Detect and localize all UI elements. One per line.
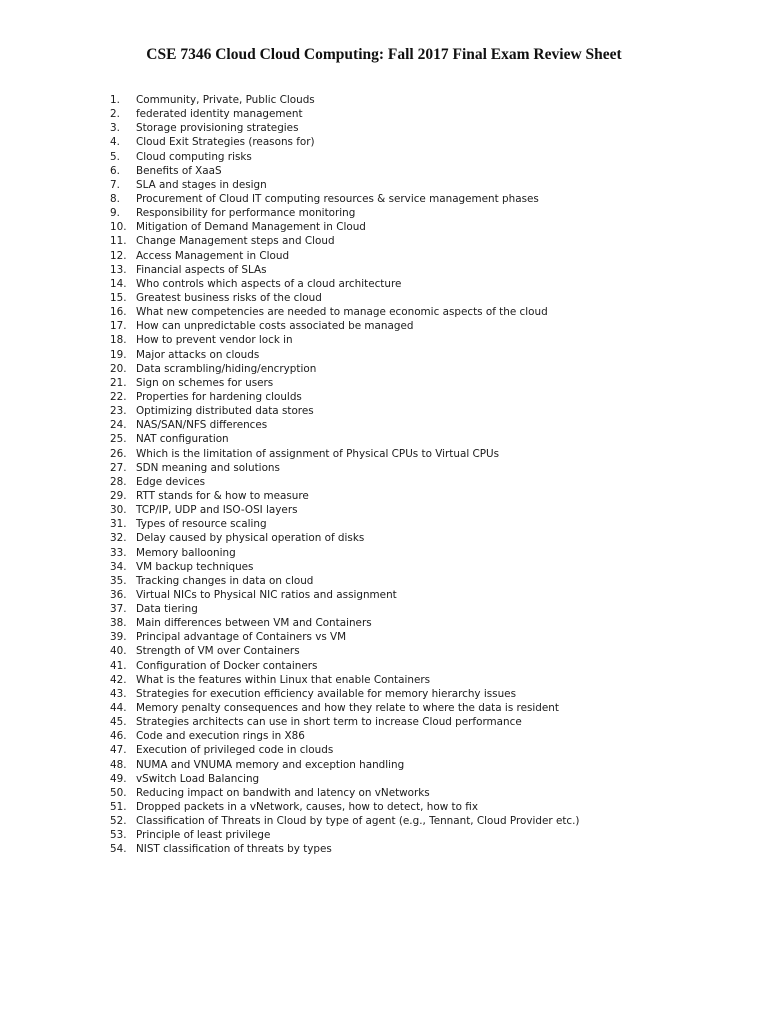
list-item-number: 49. — [110, 772, 127, 785]
list-item-text: Cloud Exit Strategies (reasons for) — [136, 136, 315, 149]
list-item-text: VM backup techniques — [136, 560, 254, 573]
list-item-text: How to prevent vendor lock in — [136, 334, 293, 347]
list-item-text: Main differences between VM and Containers — [136, 617, 372, 630]
list-item-number: 18. — [110, 334, 127, 347]
list-item — [110, 319, 580, 333]
list-item-number: 36. — [110, 588, 127, 601]
review-topic-list — [110, 93, 580, 857]
list-item — [110, 432, 580, 446]
list-item-text: Optimizing distributed data stores — [136, 405, 314, 418]
list-item-number: 35. — [110, 574, 127, 587]
list-item — [110, 263, 580, 277]
list-item-number: 14. — [110, 277, 127, 290]
list-item — [110, 630, 580, 644]
list-item-text: Tracking changes in data on cloud — [136, 574, 314, 587]
list-item-text: SDN meaning and solutions — [136, 461, 280, 474]
list-item-text: Who controls which aspects of a cloud architecture — [136, 277, 402, 290]
list-item-text: Classification of Threats in Cloud by type of agent (e.g., Tennant, Cloud Provider etc.) — [136, 815, 580, 828]
list-item — [110, 786, 580, 800]
list-item-number: 32. — [110, 532, 127, 545]
list-item — [110, 291, 580, 305]
list-item-number: 13. — [110, 263, 127, 276]
list-item-text: Change Management steps and Cloud — [136, 235, 335, 248]
list-item-text: Memory ballooning — [136, 546, 236, 559]
list-item — [110, 418, 580, 432]
list-item-text: Which is the limitation of assignment of Physical CPUs to Virtual CPUs — [136, 447, 500, 460]
list-item-number: 10. — [110, 221, 127, 234]
list-item — [110, 772, 580, 786]
list-item — [110, 220, 580, 234]
list-item — [110, 546, 580, 560]
list-item-text: vSwitch Load Balancing — [136, 772, 260, 785]
list-item — [110, 800, 580, 814]
list-item-text: NAT configuration — [136, 433, 229, 446]
list-item-number: 7. — [110, 178, 120, 191]
list-item-number: 39. — [110, 631, 127, 644]
list-item-number: 52. — [110, 815, 127, 828]
list-item — [110, 93, 580, 107]
list-item — [110, 659, 580, 673]
list-item-number: 25. — [110, 433, 127, 446]
list-item — [110, 758, 580, 772]
list-item — [110, 574, 580, 588]
list-item — [110, 376, 580, 390]
list-item-text: Strategies for execution efficiency available for memory hierarchy issues — [136, 687, 516, 700]
list-item-text: Dropped packets in a vNetwork, causes, how to detect, how to fix — [136, 801, 478, 814]
list-item-number: 44. — [110, 702, 127, 715]
list-item-number: 43. — [110, 687, 127, 700]
list-item-text: Data scrambling/hiding/encryption — [136, 362, 317, 375]
list-item — [110, 234, 580, 248]
list-item-number: 51. — [110, 801, 127, 814]
list-item-text: RTT stands for & how to measure — [136, 489, 309, 502]
list-item — [110, 842, 580, 856]
page-title: CSE 7346 Cloud Cloud Computing: Fall 2017 Final Exam Review Sheet — [146, 46, 622, 63]
list-item — [110, 206, 580, 220]
list-item-number: 38. — [110, 617, 127, 630]
list-item — [110, 447, 580, 461]
list-item-number: 5. — [110, 150, 120, 163]
list-item-text: NUMA and VNUMA memory and exception handling — [136, 758, 405, 771]
list-item-number: 8. — [110, 192, 120, 205]
list-item — [110, 404, 580, 418]
list-item-number: 19. — [110, 348, 127, 361]
list-item — [110, 517, 580, 531]
list-item-text: Responsibility for performance monitoring — [136, 207, 356, 220]
list-item-number: 40. — [110, 645, 127, 658]
list-item — [110, 164, 580, 178]
list-item-number: 3. — [110, 122, 120, 135]
list-item-number: 37. — [110, 603, 127, 616]
list-item — [110, 560, 580, 574]
list-item-number: 11. — [110, 235, 127, 248]
list-item-text: What new competencies are needed to manage economic aspects of the cloud — [136, 306, 548, 319]
list-item-number: 21. — [110, 376, 127, 389]
list-item-number: 28. — [110, 475, 127, 488]
list-item-number: 9. — [110, 207, 120, 220]
list-item — [110, 531, 580, 545]
list-item-text: Strategies architects can use in short term to increase Cloud performance — [136, 716, 522, 729]
list-item — [110, 687, 580, 701]
list-item-number: 46. — [110, 730, 127, 743]
list-item — [110, 616, 580, 630]
list-item-number: 1. — [110, 94, 120, 106]
list-item — [110, 135, 580, 149]
list-item — [110, 178, 580, 192]
list-item-text: Virtual NICs to Physical NIC ratios and assignment — [136, 588, 397, 601]
list-item — [110, 107, 580, 121]
list-item-number: 22. — [110, 390, 127, 403]
list-item — [110, 305, 580, 319]
list-item-text: Types of resource scaling — [136, 518, 267, 531]
list-item-number: 17. — [110, 320, 127, 333]
list-item-text: Memory penalty consequences and how they relate to where the data is resident — [136, 702, 559, 715]
list-item — [110, 461, 580, 475]
list-item — [110, 743, 580, 757]
list-item-number: 53. — [110, 829, 127, 842]
list-item-text: NIST classification of threats by types — [136, 843, 332, 856]
list-item — [110, 390, 580, 404]
list-item-number: 6. — [110, 164, 120, 177]
list-item-text: federated identity management — [136, 108, 303, 121]
list-item — [110, 729, 580, 743]
list-item-number: 30. — [110, 504, 127, 517]
list-item — [110, 121, 580, 135]
list-item — [110, 348, 580, 362]
list-item-text: How can unpredictable costs associated be managed — [136, 320, 414, 333]
list-item — [110, 814, 580, 828]
list-item-number: 41. — [110, 659, 127, 672]
list-item — [110, 192, 580, 206]
list-item-text: Configuration of Docker containers — [136, 659, 318, 672]
list-item-text: Reducing impact on bandwith and latency on vNetworks — [136, 786, 430, 799]
list-item-number: 33. — [110, 546, 127, 559]
list-item — [110, 701, 580, 715]
list-item-text: Community, Private, Public Clouds — [136, 94, 315, 106]
list-item — [110, 333, 580, 347]
list-item-text: Procurement of Cloud IT computing resources & service management phases — [136, 192, 539, 205]
list-item — [110, 644, 580, 658]
list-item — [110, 673, 580, 687]
list-item-text: Benefits of XaaS — [136, 164, 222, 177]
list-item-text: Access Management in Cloud — [136, 249, 290, 262]
list-item-text: Edge devices — [136, 475, 205, 488]
list-item-text: Major attacks on clouds — [136, 348, 260, 361]
list-item — [110, 489, 580, 503]
list-item — [110, 715, 580, 729]
list-item-text: Properties for hardening cloulds — [136, 390, 302, 403]
list-item-number: 23. — [110, 405, 127, 418]
list-item — [110, 277, 580, 291]
list-item-number: 24. — [110, 419, 127, 432]
list-item-number: 50. — [110, 786, 127, 799]
list-item-text: Code and execution rings in X86 — [136, 730, 305, 743]
list-item-number: 45. — [110, 716, 127, 729]
list-item — [110, 150, 580, 164]
list-item-text: Principle of least privilege — [136, 829, 271, 842]
list-item-number: 31. — [110, 518, 127, 531]
list-item — [110, 828, 580, 842]
list-item-number: 48. — [110, 758, 127, 771]
list-item-text: Principal advantage of Containers vs VM — [136, 631, 347, 644]
list-item-number: 16. — [110, 306, 127, 319]
list-item — [110, 362, 580, 376]
list-item-text: Mitigation of Demand Management in Cloud — [136, 221, 366, 234]
list-item-text: NAS/SAN/NFS differences — [136, 419, 268, 432]
list-item-number: 20. — [110, 362, 127, 375]
list-item — [110, 588, 580, 602]
list-item-text: Storage provisioning strategies — [136, 122, 299, 135]
list-item — [110, 503, 580, 517]
list-item-text: Cloud computing risks — [136, 150, 252, 163]
list-item-text: Delay caused by physical operation of disks — [136, 532, 365, 545]
list-item-number: 27. — [110, 461, 127, 474]
list-item-text: Greatest business risks of the cloud — [136, 291, 322, 304]
list-item — [110, 249, 580, 263]
list-item-number: 4. — [110, 136, 120, 149]
list-item-text: Data tiering — [136, 603, 198, 616]
list-item-text: Financial aspects of SLAs — [136, 263, 267, 276]
list-item-text: Execution of privileged code in clouds — [136, 744, 334, 757]
list-item — [110, 602, 580, 616]
list-item-number: 42. — [110, 673, 127, 686]
list-item-number: 15. — [110, 291, 127, 304]
list-item-number: 26. — [110, 447, 127, 460]
list-item-number: 47. — [110, 744, 127, 757]
list-item-text: Sign on schemes for users — [136, 376, 274, 389]
list-item — [110, 475, 580, 489]
list-item-text: SLA and stages in design — [136, 178, 267, 191]
list-item-text: TCP/IP, UDP and ISO-OSI layers — [136, 504, 298, 517]
list-item-text: Strength of VM over Containers — [136, 645, 300, 658]
list-item-text: What is the features within Linux that enable Containers — [136, 673, 431, 686]
list-item-number: 54. — [110, 843, 127, 856]
list-item-number: 34. — [110, 560, 127, 573]
list-item-number: 29. — [110, 489, 127, 502]
list-item-number: 12. — [110, 249, 127, 262]
list-item-number: 2. — [110, 108, 120, 121]
